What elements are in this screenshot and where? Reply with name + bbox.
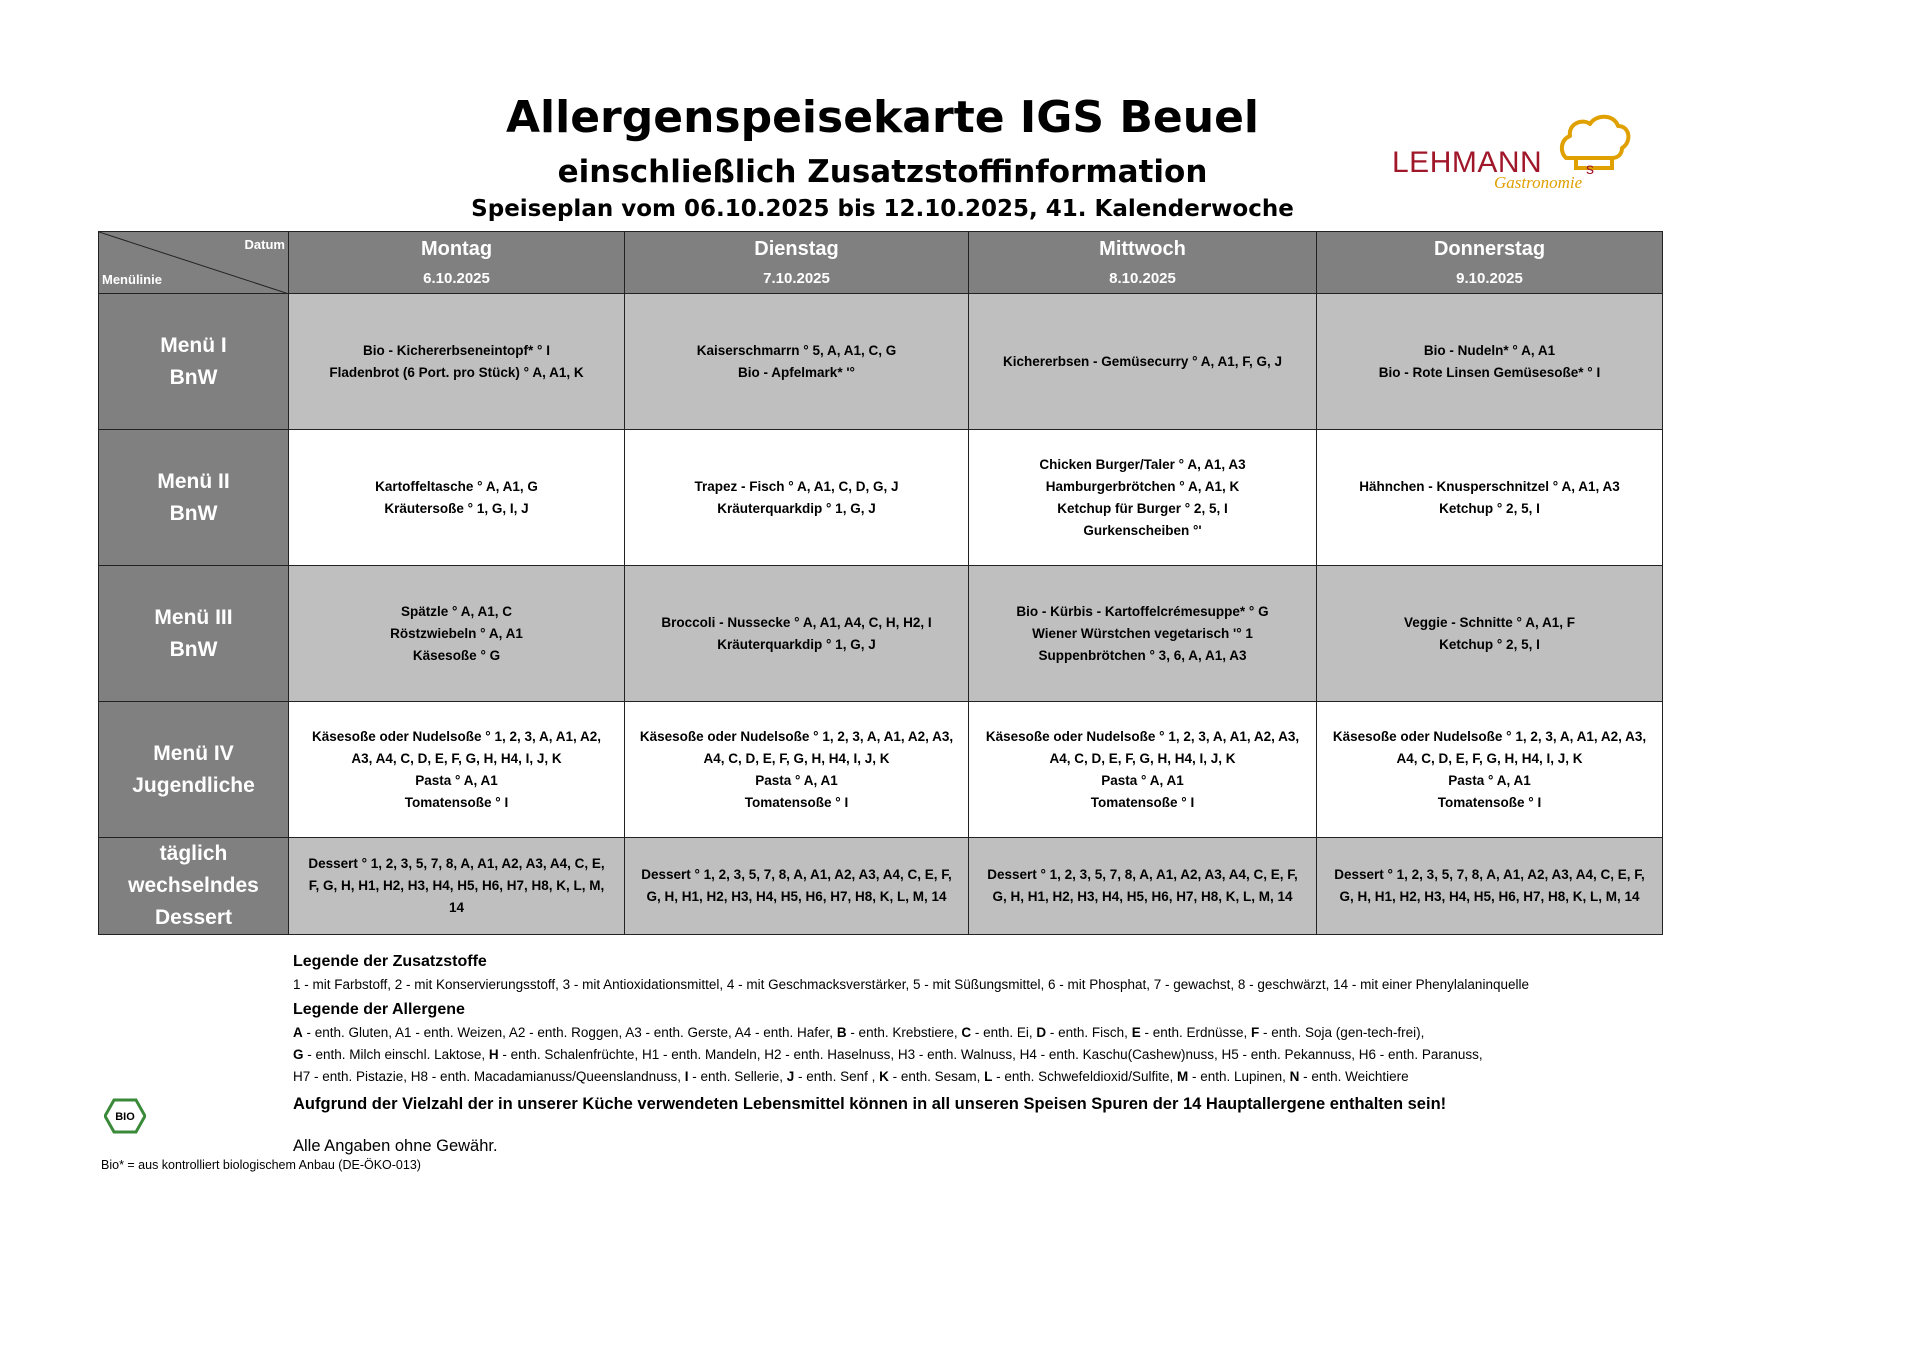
allergen-description: - enth. Lupinen, <box>1188 1069 1290 1084</box>
allergens-heading: Legende der Allergene <box>293 1001 465 1018</box>
dish-line: Käsesoße ° G <box>412 647 501 663</box>
dish-line: Bio - Kichererbseneintopf* ° I <box>363 342 550 358</box>
allergen-code: A <box>293 1025 303 1040</box>
dish-line: Trapez - Fisch ° A, A1, C, D, G, J <box>694 478 899 494</box>
dish-line: Tomatensoße ° I <box>1090 794 1195 810</box>
day-date: 9.10.2025 <box>1456 270 1523 287</box>
day-name: Dienstag <box>754 238 839 260</box>
menu-cell-tuesday <box>625 430 969 566</box>
bio-footnote: Bio* = aus kontrolliert biologischem Anbau (DE-ÖKO-013) <box>101 1158 421 1172</box>
menu-line-label <box>99 430 289 566</box>
allergen-code: C <box>961 1025 972 1040</box>
dish-line: G, H, H1, H2, H3, H4, H5, H6, H7, H8, K, L, M, 14 <box>1339 889 1640 904</box>
dish-line: Pasta ° A, A1 <box>1101 772 1184 788</box>
allergens-list <box>293 1022 1529 1088</box>
menu-row <box>99 566 1663 702</box>
allergen-line <box>293 1022 1529 1044</box>
day-date: 6.10.2025 <box>423 270 490 287</box>
menu-cell-monday <box>289 294 625 430</box>
dish-line: Gurkenscheiben °' <box>1083 522 1202 538</box>
bio-seal-icon <box>104 1098 146 1134</box>
allergen-code: L <box>984 1069 993 1084</box>
menu-line-label-text: BnW <box>169 637 218 661</box>
menu-row <box>99 838 1663 935</box>
dish-line: A4, C, D, E, F, G, H, H4, I, J, K <box>1396 750 1583 766</box>
dish-line: Bio - Kürbis - Kartoffelcrémesuppe* ° G <box>1016 603 1269 619</box>
page-subtitle: einschließlich Zusatzstoffinformation <box>557 154 1208 190</box>
dish-line: Dessert ° 1, 2, 3, 5, 7, 8, A, A1, A2, A3, A4, C, E, F, <box>987 867 1298 882</box>
menu-line-label-text: täglich <box>159 842 228 865</box>
dish-line: G, H, H1, H2, H3, H4, H5, H6, H7, H8, K, L, M, 14 <box>646 889 947 904</box>
logo-name: LEHMANN <box>1392 146 1543 179</box>
menu-cell-wednesday <box>969 702 1317 838</box>
day-date: 8.10.2025 <box>1109 270 1176 287</box>
dish-line: Käsesoße oder Nudelsoße ° 1, 2, 3, A, A1, A2, A3, <box>985 728 1300 744</box>
menu-cell-thursday <box>1317 430 1663 566</box>
menu-cell-wednesday <box>969 838 1317 935</box>
menu-line-label-text: Menü III <box>154 605 233 629</box>
menu-cell-thursday <box>1317 566 1663 702</box>
menu-row <box>99 294 1663 430</box>
allergen-description: - enth. Sesam, <box>888 1069 985 1084</box>
menu-cell-monday <box>289 838 625 935</box>
day-name: Donnerstag <box>1433 238 1546 260</box>
menu-line-label <box>99 702 289 838</box>
menu-line-label-text: BnW <box>169 365 218 389</box>
menu-line-label <box>99 294 289 430</box>
dish-line: Pasta ° A, A1 <box>1448 772 1531 788</box>
menu-period: Speiseplan vom 06.10.2025 bis 12.10.2025, 41. Kalenderwoche <box>471 196 1294 222</box>
menu-table <box>98 231 1663 935</box>
menu-line-label <box>99 566 289 702</box>
dish-line: Ketchup für Burger ° 2, 5, I <box>1057 500 1228 516</box>
lehmanns-logo <box>1390 112 1630 192</box>
dish-line: Dessert ° 1, 2, 3, 5, 7, 8, A, A1, A2, A3, A4, C, E, <box>308 856 605 871</box>
dish-line: A4, C, D, E, F, G, H, H4, I, J, K <box>703 750 890 766</box>
dish-line: A4, C, D, E, F, G, H, H4, I, J, K <box>1049 750 1236 766</box>
dish-line: Fladenbrot (6 Port. pro Stück) ° A, A1, K <box>329 364 584 380</box>
allergen-description: - enth. Ei, <box>971 1025 1037 1040</box>
menu-cell-thursday <box>1317 294 1663 430</box>
dish-line: Tomatensoße ° I <box>404 794 509 810</box>
dish-line: Pasta ° A, A1 <box>415 772 498 788</box>
dish-line: Kichererbsen - Gemüsecurry ° A, A1, F, G, J <box>1003 353 1282 369</box>
allergen-description: - enth. Senf , <box>794 1069 880 1084</box>
allergen-description: - enth. Fisch, <box>1046 1025 1132 1040</box>
menu-cell-monday <box>289 702 625 838</box>
day-header-thursday <box>1317 232 1663 294</box>
dish-line: Dessert ° 1, 2, 3, 5, 7, 8, A, A1, A2, A3, A4, C, E, F, <box>641 867 952 882</box>
no-guarantee-note: Alle Angaben ohne Gewähr. <box>293 1136 498 1155</box>
corner-menulinie-label: Menülinie <box>102 272 162 287</box>
allergen-description: - enth. Soja (gen-tech-frei), <box>1259 1025 1425 1040</box>
day-header-tuesday <box>625 232 969 294</box>
menu-cell-wednesday <box>969 430 1317 566</box>
dish-line: A3, A4, C, D, E, F, G, H, H4, I, J, K <box>351 750 562 766</box>
dish-line: Suppenbrötchen ° 3, 6, A, A1, A3 <box>1038 647 1247 663</box>
dish-line: Ketchup ° 2, 5, I <box>1439 636 1540 652</box>
bio-seal-text: BIO <box>115 1111 135 1123</box>
allergen-code: B <box>836 1025 847 1040</box>
dish-line: Ketchup ° 2, 5, I <box>1439 500 1540 516</box>
menu-cell-monday <box>289 566 625 702</box>
dish-line: F, G, H, H1, H2, H3, H4, H5, H6, H7, H8, K, L, M, <box>308 878 605 893</box>
allergen-description: - enth. Krebstiere, <box>846 1025 962 1040</box>
allergen-code: D <box>1036 1025 1047 1040</box>
dish-line: Röstzwiebeln ° A, A1 <box>390 625 523 641</box>
dish-line: Chicken Burger/Taler ° A, A1, A3 <box>1039 456 1246 472</box>
allergen-code: J <box>786 1069 795 1084</box>
logo-subtitle: Gastronomie <box>1494 173 1583 192</box>
dish-line: Tomatensoße ° I <box>744 794 849 810</box>
allergen-line <box>293 1044 1529 1066</box>
allergen-line <box>293 1066 1529 1088</box>
allergen-description: - enth. Schalenfrüchte, H1 - enth. Mandeln, H2 - enth. Haselnuss, H3 - enth. Walnuss, H4 - enth. Kaschu(Cashew)nuss, H5 - enth. Pekannuss, H6 - enth. Paranuss, <box>498 1047 1483 1062</box>
allergen-code: H <box>488 1047 499 1062</box>
dish-line: Broccoli - Nussecke ° A, A1, A4, C, H, H2, I <box>661 614 932 630</box>
day-header-wednesday <box>969 232 1317 294</box>
menu-line-label-text: Jugendliche <box>132 773 255 797</box>
page-title: Allergenspeisekarte IGS Beuel <box>505 92 1260 143</box>
dish-line: Pasta ° A, A1 <box>755 772 838 788</box>
dish-line: Kartoffeltasche ° A, A1, G <box>375 478 538 494</box>
allergen-warning: Aufgrund der Vielzahl der in unserer Küche verwendeten Lebensmittel können in all unseren Speisen Spuren der 14 Hauptallergene enthalten sein! <box>293 1095 1447 1113</box>
allergen-code: K <box>879 1069 889 1084</box>
menu-cell-tuesday <box>625 294 969 430</box>
allergen-description: - enth. Sellerie, <box>688 1069 787 1084</box>
table-header-row <box>99 232 1663 294</box>
day-date: 7.10.2025 <box>763 270 830 287</box>
allergen-description: H7 - enth. Pistazie, H8 - enth. Macadamianuss/Queenslandnuss, <box>293 1069 685 1084</box>
dish-line: Kaiserschmarrn ° 5, A, A1, C, G <box>696 342 897 358</box>
allergen-code: E <box>1131 1025 1141 1040</box>
menu-cell-tuesday <box>625 838 969 935</box>
allergen-description: - enth. Weichtiere <box>1299 1069 1409 1084</box>
menu-line-label-text: Menü I <box>160 333 227 357</box>
chef-hat-icon <box>1558 112 1632 172</box>
dish-line: Spätzle ° A, A1, C <box>401 603 512 619</box>
dish-line: Käsesoße oder Nudelsoße ° 1, 2, 3, A, A1, A2, A3, <box>1332 728 1647 744</box>
dish-line: Wiener Würstchen vegetarisch '° 1 <box>1032 625 1253 641</box>
day-header-monday <box>289 232 625 294</box>
menu-line-label-text: Menü IV <box>153 741 234 765</box>
menu-cell-tuesday <box>625 702 969 838</box>
dish-line: G, H, H1, H2, H3, H4, H5, H6, H7, H8, K, L, M, 14 <box>992 889 1293 904</box>
allergen-code: M <box>1177 1069 1189 1084</box>
day-name: Mittwoch <box>1099 238 1186 260</box>
allergen-description: - enth. Erdnüsse, <box>1140 1025 1252 1040</box>
allergen-code: I <box>684 1069 689 1084</box>
allergen-description: - enth. Milch einschl. Laktose, <box>303 1047 489 1062</box>
dish-line: Tomatensoße ° I <box>1437 794 1542 810</box>
menu-line-label-text: Dessert <box>154 906 233 929</box>
allergen-description: - enth. Gluten, A1 - enth. Weizen, A2 - enth. Roggen, A3 - enth. Gerste, A4 - enth. Hafer, <box>302 1025 837 1040</box>
dish-line: Dessert ° 1, 2, 3, 5, 7, 8, A, A1, A2, A3, A4, C, E, F, <box>1334 867 1645 882</box>
allergen-code: F <box>1251 1025 1260 1040</box>
allergen-code: G <box>293 1047 304 1062</box>
dish-line: Bio - Nudeln* ° A, A1 <box>1423 342 1556 358</box>
allergen-code: N <box>1289 1069 1300 1084</box>
additives-heading: Legende der Zusatzstoffe <box>293 953 487 970</box>
dish-line: 14 <box>448 900 465 915</box>
dish-line: Hähnchen - Knusperschnitzel ° A, A1, A3 <box>1359 478 1620 494</box>
dish-line: Kräuterquarkdip ° 1, G, J <box>717 500 876 516</box>
menu-cell-thursday <box>1317 838 1663 935</box>
corner-datum-label: Datum <box>244 237 285 252</box>
menu-cell-thursday <box>1317 702 1663 838</box>
dish-line: Käsesoße oder Nudelsoße ° 1, 2, 3, A, A1, A2, A3, <box>639 728 954 744</box>
dish-line: Bio - Rote Linsen Gemüsesoße* ° I <box>1378 364 1601 380</box>
menu-row <box>99 702 1663 838</box>
menu-row <box>99 430 1663 566</box>
menu-cell-tuesday <box>625 566 969 702</box>
menu-line-label <box>99 838 289 935</box>
menu-cell-wednesday <box>969 566 1317 702</box>
menu-line-label-text: wechselndes <box>128 874 259 897</box>
dish-line: Kräutersoße ° 1, G, I, J <box>384 500 529 516</box>
dish-line: Veggie - Schnitte ° A, A1, F <box>1404 614 1575 630</box>
allergen-description: - enth. Schwefeldioxid/Sulfite, <box>992 1069 1177 1084</box>
logo-s: s <box>1586 161 1594 178</box>
menu-cell-wednesday <box>969 294 1317 430</box>
dish-line: Käsesoße oder Nudelsoße ° 1, 2, 3, A, A1, A2, <box>312 728 601 744</box>
dish-line: Kräuterquarkdip ° 1, G, J <box>717 636 876 652</box>
menu-line-label-text: Menü II <box>157 469 230 493</box>
legend <box>293 950 1529 1158</box>
corner-cell <box>99 232 289 294</box>
day-name: Montag <box>420 238 493 260</box>
dish-line: Hamburgerbrötchen ° A, A1, K <box>1045 478 1240 494</box>
additives-text: 1 - mit Farbstoff, 2 - mit Konservierungsstoff, 3 - mit Antioxidationsmittel, 4 - mit Geschmacksverstärker, 5 - mit Süßungsmittel, 6 - mit Phosphat, 7 - gewachst, 8 - geschwärzt, 14 - mit einer Phenylalaninquelle <box>293 977 1529 992</box>
dish-line: Bio - Apfelmark* '° <box>738 364 855 380</box>
menu-line-label-text: BnW <box>169 501 218 525</box>
menu-cell-monday <box>289 430 625 566</box>
